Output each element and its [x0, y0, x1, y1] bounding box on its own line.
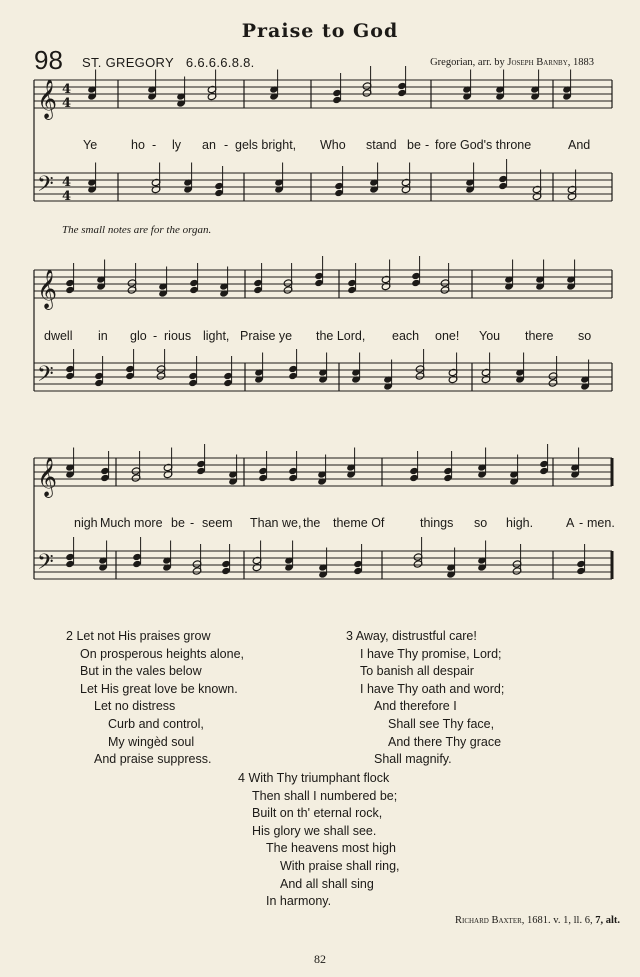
bass-clef-icon: 𝄢 — [37, 362, 54, 392]
lyric-syllable: Who — [320, 138, 346, 152]
lyric-syllable: ho — [131, 138, 145, 152]
lyric-syllable: men. — [587, 516, 615, 530]
author: Richard Baxter — [454, 915, 522, 926]
verse-4 — [238, 770, 400, 911]
tune-name: ST. GREGORY — [82, 55, 174, 70]
verse-line: In harmony. — [266, 894, 332, 909]
time-signature-bottom: 4 — [62, 96, 72, 111]
composer-prefix: Gregorian, arr. by — [430, 57, 505, 68]
verse-line: With praise shall ring, — [280, 858, 400, 873]
lyric-syllable: light, — [203, 329, 230, 343]
lyric-syllable: the Lord, — [316, 329, 366, 343]
verse-3 — [346, 628, 504, 769]
verse-line: 3 Away, distrustful care! — [346, 629, 477, 643]
verse-line: Then shall I numbered be; — [252, 788, 398, 803]
lyric-line-2 — [30, 329, 620, 345]
verse-line: And therefore I — [374, 699, 457, 714]
author-year: 1681. — [527, 915, 551, 926]
lyric-syllable: - — [579, 516, 584, 530]
verse-line: 4 With Thy triumphant flock — [238, 771, 390, 785]
hymn-title: Praise to God — [241, 20, 399, 42]
composer-name: Joseph Barnby — [507, 57, 568, 68]
lyric-syllable: Ye — [83, 138, 98, 152]
lyric-syllable: in — [98, 329, 108, 343]
lyric-syllable: - — [425, 138, 430, 152]
lyric-syllable: - — [190, 516, 195, 530]
lyric-syllable: so — [474, 516, 488, 530]
lyric-syllable: theme Of — [333, 516, 385, 530]
organ-note: The small notes are for the organ. — [62, 224, 212, 236]
lyric-syllable: high. — [506, 516, 534, 530]
verse-2 — [66, 628, 244, 769]
lyric-syllable: dwell — [44, 329, 73, 343]
time-signature-bottom: 4 — [62, 189, 72, 204]
treble-clef-icon: 𝄞 — [37, 79, 58, 119]
lyric-syllable: Much more — [100, 516, 163, 530]
verse-line: To banish all despair — [360, 664, 474, 679]
lyric-syllable: so — [578, 329, 592, 343]
credit-note: v. 1, ll. 6, — [553, 915, 593, 926]
lyric-syllable: nigh — [74, 516, 98, 530]
treble-clef-icon: 𝄞 — [37, 269, 58, 309]
verse-number: 2 — [66, 629, 73, 643]
lyric-syllable: things — [420, 516, 454, 530]
lyric-syllable: And — [568, 138, 591, 152]
lyric-syllable: rious — [164, 329, 192, 343]
lyric-syllable: seem — [202, 516, 233, 530]
verse-line: Let no distress — [94, 699, 176, 714]
composer-credit: Gregorian, arr. by Joseph Barnby, 1883 — [430, 57, 594, 68]
meter: 6.6.6.6.8.8. — [185, 55, 255, 70]
verse-line: And there Thy grace — [388, 734, 502, 749]
verse-line: Curb and control, — [108, 716, 204, 731]
lyric-syllable: be — [171, 516, 185, 530]
verse-line: But in the vales below — [80, 664, 202, 679]
lyric-syllable: ly — [172, 138, 182, 152]
lyric-syllable: You — [479, 329, 501, 343]
verse-line: Shall see Thy face, — [388, 716, 495, 731]
verse-line: My wingèd soul — [108, 734, 195, 749]
lyric-syllable: the — [303, 516, 321, 530]
lyric-syllable: Than we, — [250, 516, 302, 530]
lyric-syllable: glo — [130, 329, 147, 343]
lyric-syllable: - — [152, 138, 157, 152]
lyric-line-1 — [30, 138, 620, 154]
lyric-syllable: A — [566, 516, 575, 530]
lyric-syllable: each — [392, 329, 420, 343]
verse-number: 4 — [238, 771, 245, 785]
composer-year: 1883 — [573, 57, 594, 68]
lyric-syllable: an — [202, 138, 216, 152]
verse-line: 2 Let not His praises grow — [66, 629, 211, 643]
verse-line: On prosperous heights alone, — [80, 646, 244, 661]
lyric-syllable: - — [224, 138, 229, 152]
text-credit: Richard Baxter, 1681. v. 1, ll. 6, 7, alt. — [454, 915, 620, 926]
verse-line: Built on th' eternal rock, — [252, 806, 383, 821]
verse-line: And all shall sing — [280, 876, 374, 891]
time-signature-top: 4 — [62, 82, 72, 97]
lyric-syllable: one! — [435, 329, 460, 343]
page-number: 82 — [314, 952, 326, 966]
lyric-syllable: fore God's throne — [435, 138, 532, 152]
lyric-syllable: there — [525, 329, 554, 343]
bass-clef-icon: 𝄢 — [37, 550, 54, 580]
lyric-syllable: - — [153, 329, 158, 343]
lyric-line-3 — [30, 516, 620, 532]
verse-line: I have Thy promise, Lord; — [360, 646, 502, 661]
verse-number: 3 — [346, 629, 353, 643]
hymn-number: 98 — [34, 45, 63, 75]
verse-line: Shall magnify. — [374, 752, 452, 767]
lyric-syllable: be — [407, 138, 421, 152]
lyric-syllable: Praise ye — [240, 329, 293, 343]
lyric-syllable: stand — [366, 138, 397, 152]
verse-line: I have Thy oath and word; — [360, 681, 505, 696]
bass-clef-icon: 𝄢 — [37, 172, 54, 202]
time-signature-top: 4 — [62, 175, 72, 190]
treble-clef-icon: 𝄞 — [37, 457, 58, 497]
verse-line: His glory we shall see. — [252, 823, 377, 838]
verse-line: And praise suppress. — [94, 752, 212, 767]
lyric-syllable: gels bright, — [235, 138, 297, 152]
verse-line: Let His great love be known. — [80, 681, 238, 696]
credit-emph: 7, alt. — [595, 915, 620, 926]
verse-line: The heavens most high — [266, 841, 396, 856]
